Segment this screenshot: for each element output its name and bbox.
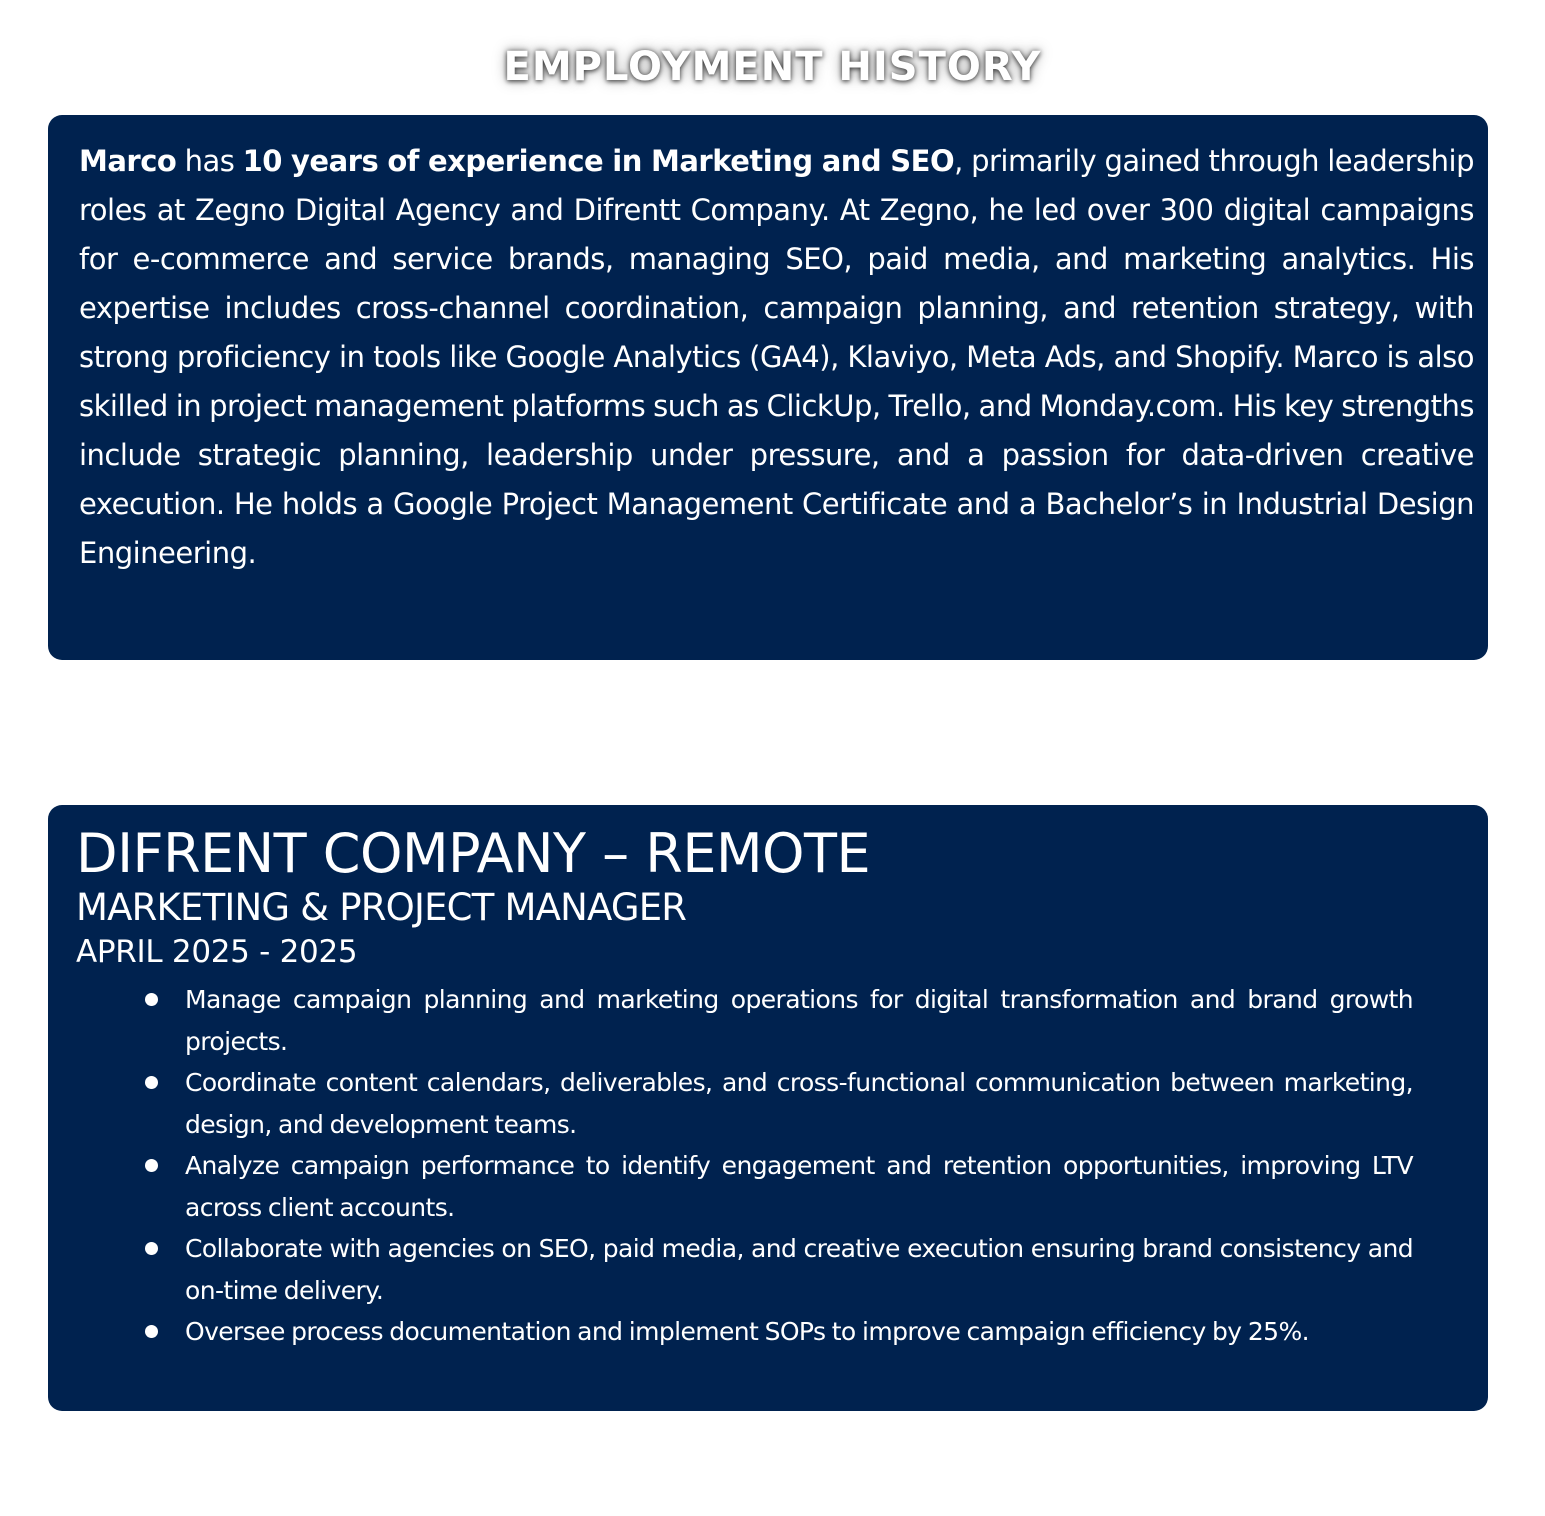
job-company: DIFRENT COMPANY – REMOTE <box>76 822 871 885</box>
summary-highlight: 10 years of experience in Marketing and SEO <box>242 144 955 178</box>
summary-body: , primarily gained through leadership roles at Zegno Digital Agency and Difrentt Company. At Zegno, he led over 300 digital campaigns for e-commerce and service brands, managing SEO, paid media, and marketing analytics. His expertise includes cross-channel coordination, campaign planning, and retention strategy, with strong proficiency in tools like Google Analytics (GA4), Klaviyo, Meta Ads, and Shopify. Marco is also skilled in project management platforms such as ClickUp, Trello, and Monday.com. His key strengths include strategic planning, leadership under pressure, and a passion for data-driven creative execution. He holds a Google Project Management Certificate and a Bachelor’s in Industrial Design Engineering. <box>79 144 1475 570</box>
summary-paragraph <box>79 137 1474 578</box>
bullet-dot-icon <box>145 1325 158 1338</box>
job-bullet-item <box>185 1311 1413 1353</box>
job-bullet-text: Manage campaign planning and marketing operations for digital transformation and brand growth projects. <box>185 985 1413 1056</box>
job-bullet-text: Collaborate with agencies on SEO, paid media, and creative execution ensuring brand consistency and on-time delivery. <box>185 1234 1413 1305</box>
job-role: MARKETING & PROJECT MANAGER <box>76 886 687 929</box>
job-bullet-item <box>185 1145 1413 1228</box>
job-bullet-text: Oversee process documentation and implement SOPs to improve campaign efficiency by 25%. <box>185 1317 1309 1346</box>
summary-name: Marco <box>79 144 177 178</box>
job-bullet-text: Analyze campaign performance to identify engagement and retention opportunities, improving LTV across client accounts. <box>185 1151 1413 1222</box>
bullet-dot-icon <box>145 1076 158 1089</box>
bullet-dot-icon <box>145 993 158 1006</box>
job-bullet-item <box>185 1228 1413 1311</box>
summary-has: has <box>176 144 243 178</box>
job-bullet-list <box>76 979 1413 1353</box>
job-dates: APRIL 2025 - 2025 <box>76 934 358 970</box>
job-bullet-item <box>185 1062 1413 1145</box>
bullet-dot-icon <box>145 1242 158 1255</box>
section-title: EMPLOYMENT HISTORY <box>503 44 1042 90</box>
job-bullet-text: Coordinate content calendars, deliverables, and cross-functional communication between marketing, design, and development teams. <box>185 1068 1413 1139</box>
summary-card <box>48 115 1488 660</box>
job-card <box>48 805 1488 1411</box>
job-bullet-item <box>185 979 1413 1062</box>
bullet-dot-icon <box>145 1159 158 1172</box>
